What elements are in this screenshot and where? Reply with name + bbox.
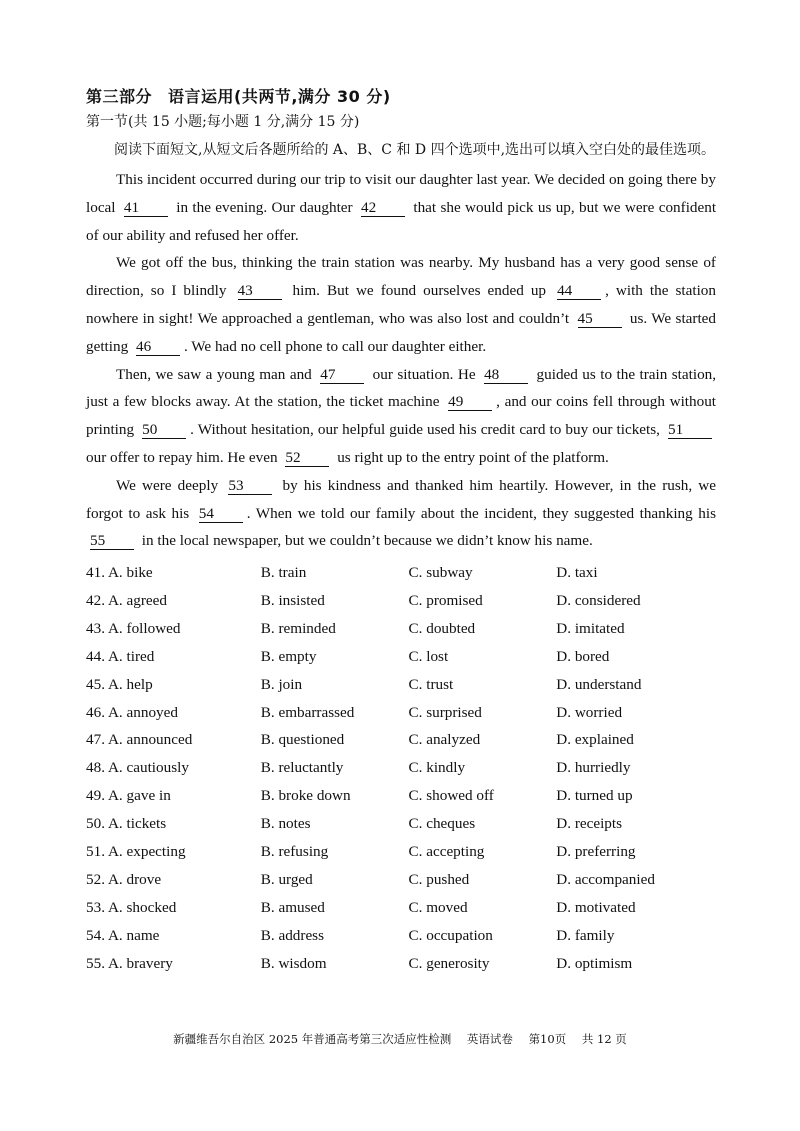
- option-b: B. refusing: [260, 843, 329, 860]
- option-a: 51. A. expecting: [86, 843, 186, 860]
- blank-44: 44: [557, 283, 601, 300]
- question-number: 43: [86, 619, 102, 637]
- blank-42: 42: [361, 200, 405, 217]
- option-text: insisted: [278, 591, 325, 609]
- option-c: C. trust: [408, 675, 454, 693]
- text: that she would pick us up, but we were confident of our ability and refused her offer.: [86, 198, 717, 244]
- part-subtitle: 语言运用(共两节,满分 30 分): [168, 87, 391, 106]
- blank-55: 55: [90, 533, 134, 550]
- part-title: 第三部分: [86, 87, 153, 106]
- blank-50: 50: [142, 422, 186, 439]
- option-text: imitated: [574, 619, 625, 637]
- option-d: D. family: [556, 926, 615, 944]
- option-b: B. questioned: [260, 731, 345, 749]
- option-text: agreed: [126, 591, 167, 609]
- option-d: D. worried: [556, 703, 623, 721]
- option-text: amused: [278, 898, 325, 916]
- option-text: promised: [426, 591, 483, 609]
- option-c: C. occupation: [408, 926, 493, 944]
- option-text: family: [574, 926, 615, 944]
- option-text: understand: [574, 675, 642, 693]
- text: him. But we found ourselves ended up: [292, 282, 547, 300]
- option-text: tired: [126, 647, 155, 665]
- option-text: worried: [574, 703, 623, 721]
- text: in the local newspaper, but we couldn’t because we didn’t know his name.: [141, 532, 593, 550]
- option-text: join: [278, 675, 303, 693]
- option-a: 49. A. gave in: [86, 787, 171, 805]
- option-b: B. reluctantly: [260, 759, 344, 777]
- text: , and our coins fell through without printing: [86, 393, 717, 439]
- option-d: D. taxi: [556, 564, 598, 582]
- text: , with the station nowhere in sight! We approached a gentleman, who was also lost and couldn’t: [86, 282, 716, 327]
- question-number: 48: [86, 759, 102, 777]
- answer-options: [86, 559, 716, 977]
- question-row: [86, 838, 716, 866]
- option-b: B. address: [260, 926, 325, 944]
- option-text: address: [278, 926, 325, 944]
- paragraph-3: [86, 361, 716, 472]
- option-a: 45. A. help: [86, 675, 153, 693]
- option-b: B. insisted: [260, 591, 325, 609]
- option-text: embarrassed: [278, 703, 355, 721]
- question-row: [86, 559, 716, 587]
- text: us. We started getting: [86, 309, 717, 355]
- option-d: D. understand: [556, 675, 642, 693]
- option-b: B. notes: [260, 815, 311, 833]
- option-text: expecting: [126, 843, 186, 860]
- option-text: help: [126, 675, 153, 693]
- option-d: D. bored: [556, 647, 610, 665]
- option-c: C. moved: [408, 898, 468, 916]
- instructions: 阅读下面短文,从短文后各题所给的 A、B、C 和 D 四个选项中,选出可以填入空白处的最佳选项。: [114, 142, 716, 158]
- question-number: 47: [86, 731, 102, 749]
- question-row: [86, 699, 716, 727]
- option-text: broke down: [278, 787, 351, 805]
- option-a: 44. A. tired: [86, 647, 155, 665]
- blank-43: 43: [238, 283, 282, 300]
- blank-52: 52: [285, 450, 329, 467]
- question-row: [86, 782, 716, 810]
- question-number: 49: [86, 787, 102, 805]
- option-text: explained: [574, 731, 634, 749]
- option-text: bike: [126, 564, 153, 582]
- question-number: 50: [86, 815, 102, 833]
- option-text: questioned: [278, 731, 345, 749]
- question-number: 51: [86, 843, 102, 860]
- question-row: [86, 810, 716, 838]
- option-d: D. optimism: [556, 954, 633, 972]
- option-c: C. showed off: [408, 787, 494, 805]
- option-text: reminded: [278, 619, 336, 637]
- text: Then, we saw a young man and: [116, 365, 312, 383]
- option-text: taxi: [574, 564, 598, 582]
- option-d: D. receipts: [556, 815, 623, 833]
- option-c: C. subway: [408, 564, 473, 582]
- option-text: preferring: [574, 843, 636, 860]
- paragraph-2: [86, 249, 716, 360]
- blank-46: 46: [136, 339, 180, 356]
- option-c: C. doubted: [408, 619, 476, 637]
- option-text: doubted: [426, 619, 476, 637]
- option-b: B. broke down: [260, 787, 351, 805]
- option-text: annoyed: [126, 703, 178, 721]
- option-text: cheques: [426, 815, 476, 833]
- text: our offer to repay him. He even: [86, 448, 278, 466]
- option-text: accompanied: [574, 870, 655, 888]
- passage: [86, 166, 716, 555]
- option-text: motivated: [574, 898, 636, 916]
- blank-47: 47: [320, 367, 364, 384]
- option-text: showed off: [426, 787, 494, 805]
- blank-41: 41: [124, 200, 168, 217]
- question-row: [86, 922, 716, 950]
- option-a: 55. A. bravery: [86, 954, 173, 972]
- option-a: 47. A. announced: [86, 731, 193, 749]
- option-text: pushed: [426, 870, 470, 888]
- option-text: accepting: [426, 843, 485, 860]
- question-number: 52: [86, 870, 102, 888]
- option-c: C. surprised: [408, 703, 482, 721]
- blank-45: 45: [578, 311, 622, 328]
- question-number: 45: [86, 675, 102, 693]
- text: by his kindness and thanked him heartily. However, in the rush, we forgot to ask his: [86, 476, 717, 522]
- option-d: D. turned up: [556, 787, 633, 805]
- question-number: 46: [86, 703, 102, 721]
- text: in the evening. Our daughter: [176, 198, 353, 216]
- option-b: B. reminded: [260, 619, 336, 637]
- page-footer: [0, 1031, 800, 1047]
- blank-48: 48: [484, 367, 528, 384]
- exam-page: [86, 84, 716, 978]
- option-text: cautiously: [126, 759, 189, 777]
- option-a: 43. A. followed: [86, 619, 181, 637]
- option-b: B. train: [260, 564, 307, 582]
- text: . We had no cell phone to call our daughter either.: [183, 337, 487, 355]
- option-text: optimism: [574, 954, 633, 972]
- option-a: 46. A. annoyed: [86, 703, 178, 721]
- subject: 英语试卷: [466, 1032, 513, 1046]
- option-d: D. hurriedly: [556, 759, 631, 777]
- question-row: [86, 615, 716, 643]
- page-total: 共 12 页: [581, 1032, 627, 1046]
- question-number: 44: [86, 647, 102, 665]
- question-number: 42: [86, 591, 102, 609]
- option-c: C. lost: [408, 647, 449, 665]
- option-text: considered: [574, 591, 641, 609]
- option-c: C. analyzed: [408, 731, 481, 749]
- option-text: occupation: [426, 926, 493, 944]
- option-text: trust: [426, 675, 454, 693]
- option-a: 52. A. drove: [86, 870, 162, 888]
- option-a: 50. A. tickets: [86, 815, 167, 833]
- option-text: turned up: [574, 787, 633, 805]
- question-number: 53: [86, 898, 102, 916]
- option-a: 53. A. shocked: [86, 898, 177, 916]
- blank-53: 53: [228, 478, 272, 495]
- option-text: hurriedly: [574, 759, 631, 777]
- option-d: D. motivated: [556, 898, 636, 916]
- text: our situation. He: [372, 365, 476, 383]
- option-text: drove: [126, 870, 162, 888]
- option-text: gave in: [126, 787, 171, 805]
- text: guided us to the train station, just a few blocks away. At the station, the ticket machine: [86, 365, 717, 411]
- blank-51: 51: [668, 422, 712, 439]
- text: This incident occurred during our trip to visit our daughter last year. We decided on going there by local: [86, 171, 716, 216]
- option-text: train: [278, 564, 307, 582]
- option-c: C. accepting: [408, 843, 485, 860]
- option-c: C. generosity: [408, 954, 490, 972]
- option-d: D. imitated: [556, 619, 625, 637]
- question-row: [86, 866, 716, 894]
- question-row: [86, 587, 716, 615]
- part-heading: [86, 84, 716, 110]
- text: We were deeply: [116, 476, 219, 494]
- option-text: shocked: [126, 898, 177, 916]
- option-text: notes: [278, 815, 311, 833]
- option-b: B. embarrassed: [260, 703, 355, 721]
- question-row: [86, 950, 716, 978]
- option-text: reluctantly: [278, 759, 344, 777]
- question-row: [86, 671, 716, 699]
- option-d: D. preferring: [556, 843, 636, 860]
- option-a: 48. A. cautiously: [86, 759, 189, 777]
- option-b: B. join: [260, 675, 303, 693]
- question-number: 54: [86, 926, 102, 944]
- option-d: D. accompanied: [556, 870, 655, 888]
- option-c: C. kindly: [408, 759, 466, 777]
- option-text: lost: [426, 647, 449, 665]
- question-row: [86, 643, 716, 671]
- page-number: 第10页: [528, 1032, 567, 1046]
- option-text: subway: [426, 564, 473, 582]
- text: We got off the bus, thinking the train station was nearby. My husband has a very good sense of direction, so I blindly: [86, 254, 716, 300]
- option-d: D. explained: [556, 731, 634, 749]
- option-c: C. pushed: [408, 870, 470, 888]
- option-text: kindly: [426, 759, 466, 777]
- paragraph-4: [86, 472, 716, 555]
- option-b: B. empty: [260, 647, 317, 665]
- option-text: wisdom: [278, 954, 327, 972]
- option-a: 41. A. bike: [86, 564, 153, 582]
- option-text: followed: [126, 619, 181, 637]
- text: . Without hesitation, our helpful guide used his credit card to buy our tickets,: [190, 421, 660, 439]
- text: us right up to the entry point of the platform.: [337, 448, 609, 466]
- option-text: announced: [126, 731, 193, 749]
- option-text: refusing: [278, 843, 329, 860]
- option-text: bravery: [126, 954, 173, 972]
- option-text: empty: [278, 647, 317, 665]
- section-heading: 第一节(共 15 小题;每小题 1 分,满分 15 分): [86, 114, 360, 130]
- option-a: 42. A. agreed: [86, 591, 167, 609]
- option-text: bored: [574, 647, 610, 665]
- option-b: B. wisdom: [260, 954, 327, 972]
- text: . When we told our family about the incident, they suggested thanking his: [246, 504, 716, 522]
- option-text: moved: [426, 898, 468, 916]
- blank-54: 54: [199, 506, 243, 523]
- exam-title: 新疆维吾尔自治区 2025 年普通高考第三次适应性检测: [173, 1032, 452, 1046]
- option-c: C. promised: [408, 591, 483, 609]
- option-a: 54. A. name: [86, 926, 160, 944]
- blank-49: 49: [448, 394, 492, 411]
- question-row: [86, 727, 716, 755]
- option-d: D. considered: [556, 591, 641, 609]
- question-row: [86, 894, 716, 922]
- option-text: tickets: [126, 815, 167, 833]
- option-text: name: [126, 926, 160, 944]
- option-text: surprised: [426, 703, 482, 721]
- option-text: receipts: [574, 815, 623, 833]
- option-b: B. urged: [260, 870, 313, 888]
- question-number: 41: [86, 564, 102, 582]
- option-text: urged: [278, 870, 313, 888]
- option-c: C. cheques: [408, 815, 476, 833]
- option-text: generosity: [426, 954, 490, 972]
- question-number: 55: [86, 954, 102, 972]
- option-text: analyzed: [426, 731, 481, 749]
- option-b: B. amused: [260, 898, 325, 916]
- paragraph-1: [86, 166, 716, 249]
- question-row: [86, 754, 716, 782]
